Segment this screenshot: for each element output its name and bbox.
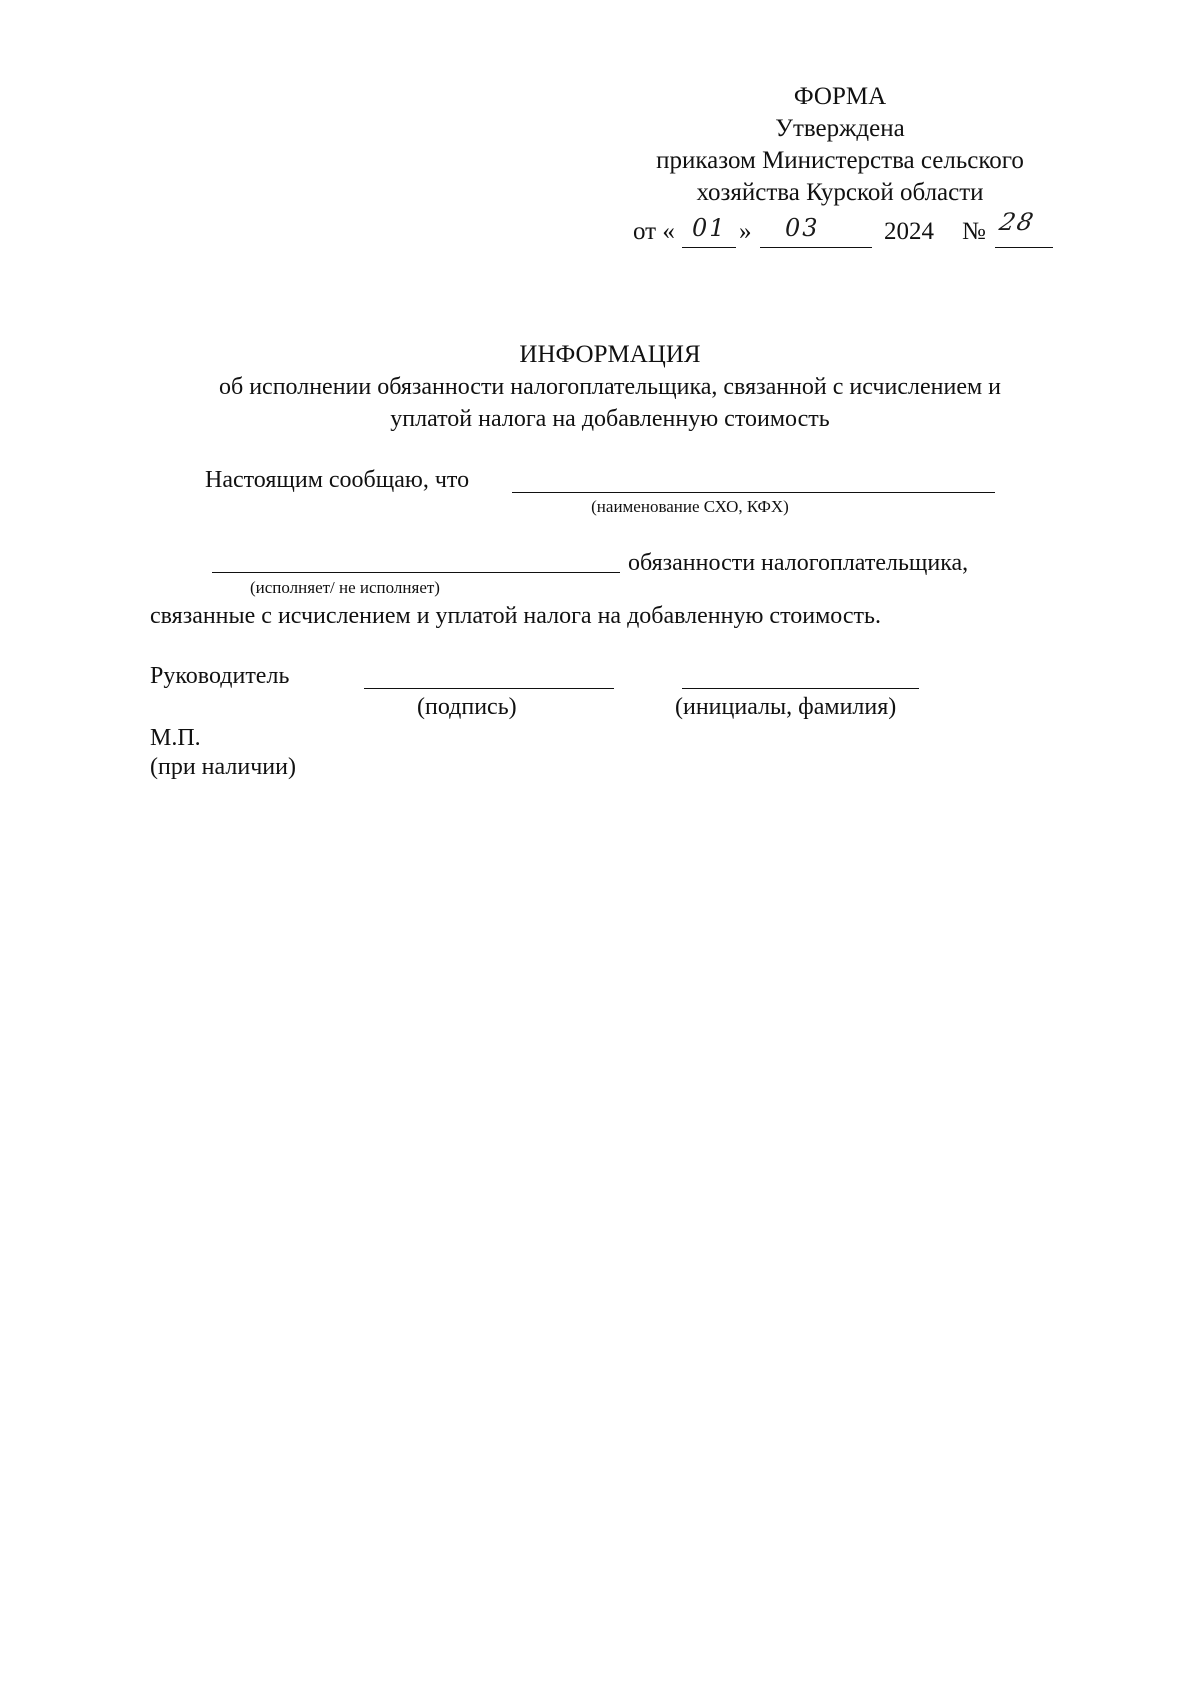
number-underline [995,247,1053,248]
document-subtitle-line-1: об исполнении обязанности налогоплательщика, связанной с исчислением и [218,374,1001,400]
number-sign: № [962,218,986,245]
status-hint: (исполняет/ не исполняет) [250,578,440,597]
signature-hint: (подпись) [417,694,517,720]
name-field[interactable] [682,688,919,689]
date-prefix: от « [633,218,675,245]
entity-hint: (наименование СХО, КФХ) [591,497,789,516]
order-line-1: приказом Министерства сельского [656,147,1024,174]
stamp-label: М.П. [150,725,201,751]
name-hint: (инициалы, фамилия) [675,694,897,720]
month-underline [760,247,872,248]
duty-continuation: связанные с исчислением и уплатой налога на добавленную стоимость. [150,603,881,629]
order-number-handwritten: 28 [997,208,1038,236]
signature-field[interactable] [364,688,614,689]
stamp-note: (при наличии) [150,754,296,780]
date-month-handwritten: 03 [785,214,820,242]
entity-name-field[interactable] [512,492,995,493]
document-title: ИНФОРМАЦИЯ [519,341,701,368]
signatory-role: Руководитель [150,663,290,689]
date-quote-close: » [739,218,752,245]
duty-text: обязанности налогоплательщика, [628,550,969,576]
report-prefix: Настоящим сообщаю, что [205,467,470,493]
status-field[interactable] [212,572,620,573]
date-day-handwritten: 01 [692,214,727,242]
approved-label: Утверждена [775,115,905,142]
order-line-2: хозяйства Курской области [696,179,984,206]
document-subtitle-line-2: уплатой налога на добавленную стоимость [390,406,830,432]
form-label: ФОРМА [793,83,887,110]
day-underline [682,247,736,248]
date-year: 2024 [884,218,934,245]
